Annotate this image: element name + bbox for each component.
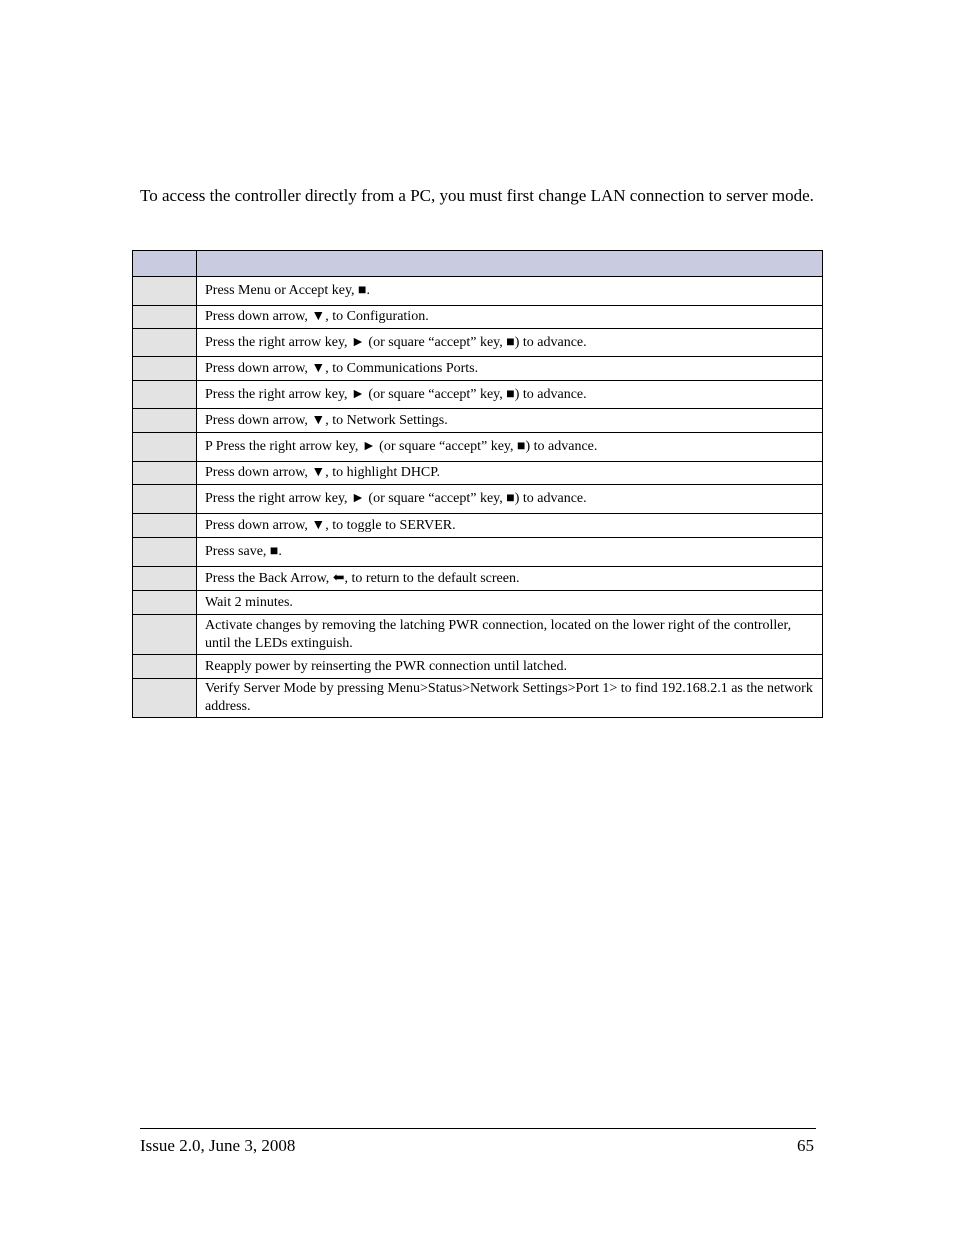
step-number-cell xyxy=(133,655,197,679)
step-number-cell xyxy=(133,277,197,306)
step-text-cell: Press the right arrow key, ► (or square “accept” key, ■) to advance. xyxy=(197,381,823,409)
table-row xyxy=(133,679,823,718)
table-row xyxy=(133,485,823,514)
step-number-cell xyxy=(133,462,197,485)
step-text-cell: Press the right arrow key, ► (or square “accept” key, ■) to advance. xyxy=(197,329,823,357)
footer-issue-date: Issue 2.0, June 3, 2008 xyxy=(140,1136,296,1155)
step-number-cell xyxy=(133,329,197,357)
table-row xyxy=(133,615,823,655)
step-text-cell: Press Menu or Accept key, ■. xyxy=(197,277,823,306)
header-action-cell xyxy=(197,251,823,277)
steps-table xyxy=(132,250,823,718)
table-row xyxy=(133,514,823,538)
step-number-cell xyxy=(133,306,197,329)
step-text-cell: P Press the right arrow key, ► (or square “accept” key, ■) to advance. xyxy=(197,433,823,462)
table-row xyxy=(133,381,823,409)
step-number-cell xyxy=(133,615,197,655)
footer-page-number: 65 xyxy=(797,1136,814,1155)
table-row xyxy=(133,591,823,615)
table-row xyxy=(133,462,823,485)
step-text-cell: Press the Back Arrow, ⬅, to return to the default screen. xyxy=(197,567,823,591)
table-row xyxy=(133,655,823,679)
step-number-cell xyxy=(133,433,197,462)
step-text-cell: Press down arrow, ▼, to toggle to SERVER. xyxy=(197,514,823,538)
table-row xyxy=(133,538,823,567)
step-number-cell xyxy=(133,381,197,409)
step-text-cell: Press down arrow, ▼, to Configuration. xyxy=(197,306,823,329)
step-text-cell: Activate changes by removing the latching PWR connection, located on the lower right of the controller, until the LEDs extinguish. xyxy=(197,615,823,655)
step-text-cell: Press down arrow, ▼, to Communications Ports. xyxy=(197,357,823,381)
step-number-cell xyxy=(133,567,197,591)
table-row xyxy=(133,409,823,433)
header-step-cell xyxy=(133,251,197,277)
step-number-cell xyxy=(133,514,197,538)
footer-divider xyxy=(140,1128,816,1129)
table-row xyxy=(133,357,823,381)
step-number-cell xyxy=(133,357,197,381)
step-text-cell: Press save, ■. xyxy=(197,538,823,567)
step-text-cell: Press the right arrow key, ► (or square “accept” key, ■) to advance. xyxy=(197,485,823,514)
table-row xyxy=(133,567,823,591)
step-text-cell: Reapply power by reinserting the PWR connection until latched. xyxy=(197,655,823,679)
table-row xyxy=(133,329,823,357)
step-number-cell xyxy=(133,538,197,567)
step-number-cell xyxy=(133,485,197,514)
step-text-cell: Press down arrow, ▼, to highlight DHCP. xyxy=(197,462,823,485)
table-row xyxy=(133,306,823,329)
table-row xyxy=(133,277,823,306)
step-number-cell xyxy=(133,409,197,433)
step-number-cell xyxy=(133,679,197,718)
step-text-cell: Verify Server Mode by pressing Menu>Status>Network Settings>Port 1> to find 192.168.2.1 as the network address. xyxy=(197,679,823,718)
intro-paragraph: To access the controller directly from a PC, you must first change LAN connection to server mode. xyxy=(140,186,814,205)
step-number-cell xyxy=(133,591,197,615)
table-row xyxy=(133,433,823,462)
step-text-cell: Press down arrow, ▼, to Network Settings. xyxy=(197,409,823,433)
table-header-row xyxy=(133,251,823,277)
step-text-cell: Wait 2 minutes. xyxy=(197,591,823,615)
